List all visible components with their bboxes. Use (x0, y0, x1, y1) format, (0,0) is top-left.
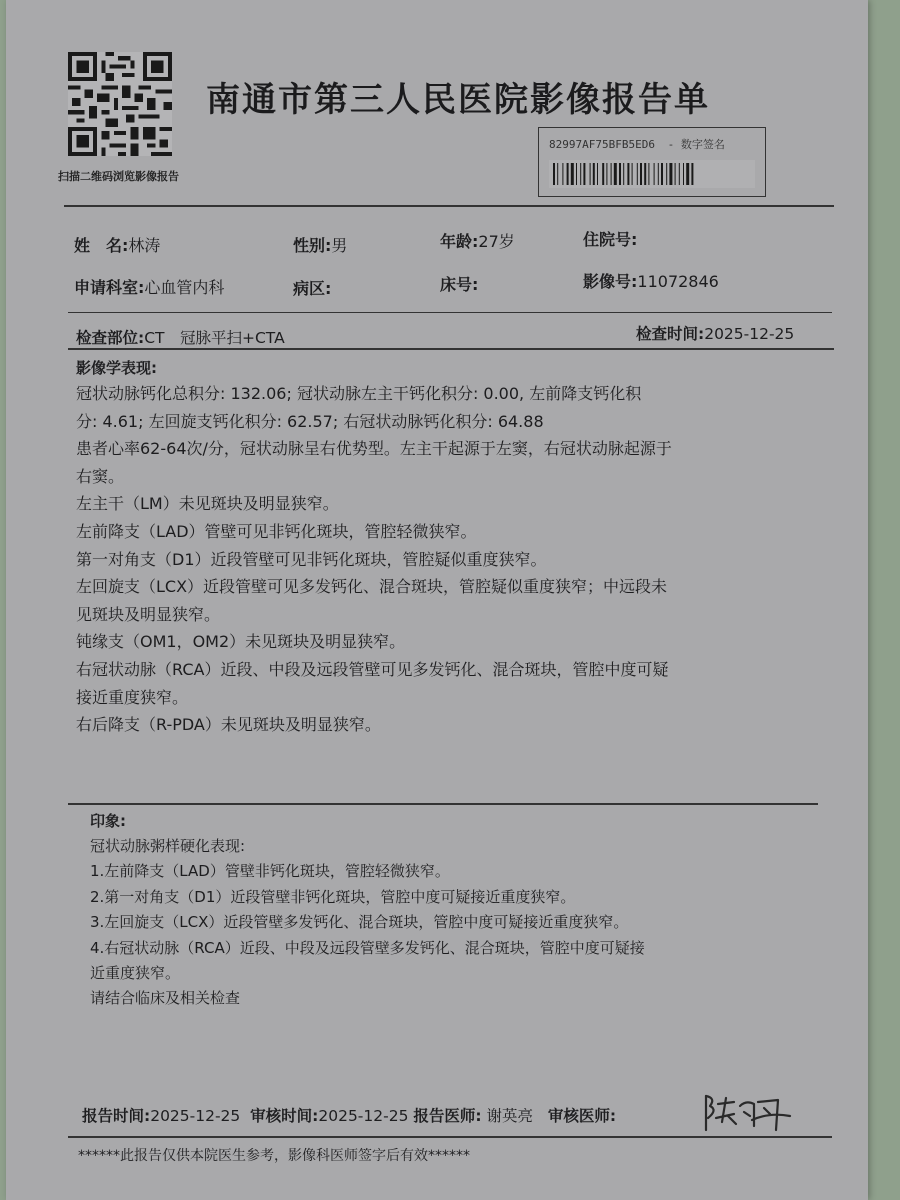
footer-row: 报告时间:2025-12-25 审核时间:2025-12-25 报告医师: 谢英亮 审核医师: (82, 1107, 617, 1125)
findings-line: 左主干（LM）未见斑块及明显狭窄。 (76, 494, 339, 514)
exam-time-value: 2025-12-25 (704, 325, 795, 343)
exam-site-field: 检查部位:CT 冠脉平扫+CTA (76, 329, 285, 347)
findings-line: 左回旋支（LCX）近段管壁可见多发钙化、混合斑块，管腔疑似重度狭窄；中远段未 (76, 577, 668, 597)
image-no-value: 11072846 (637, 272, 719, 291)
impression-line: 近重度狭窄。 (90, 964, 181, 983)
qr-code[interactable] (68, 52, 172, 156)
findings-line: 见斑块及明显狭窄。 (76, 604, 221, 624)
exam-time-field: 检查时间:2025-12-25 (636, 325, 795, 343)
signature-label: 数字签名 (680, 138, 725, 151)
ward-field: 病区: (293, 279, 332, 298)
impression-line: 4.右冠状动脉（RCA）近段、中段及远段管壁多发钙化、混合斑块，管腔中度可疑接 (90, 938, 645, 957)
impression-title: 印象: (90, 812, 126, 830)
signature-code: 82997AF75BFB5ED6 (549, 138, 655, 151)
review-time-value: 2025-12-25 (318, 1107, 409, 1125)
exam-site-value: CT 冠脉平扫+CTA (144, 329, 285, 347)
findings-line: 接近重度狭窄。 (76, 687, 189, 707)
exam-divider (68, 348, 834, 350)
signature-barcode (549, 160, 755, 188)
findings-title: 影像学表现: (76, 359, 157, 377)
signature-dash: - (667, 138, 675, 151)
patient-divider (68, 312, 832, 313)
patient-name-field: 姓 名:林涛 (74, 236, 161, 255)
impression-line: 冠状动脉粥样硬化表现: (90, 837, 246, 855)
impression-line: 1.左前降支（LAD）管壁非钙化斑块，管腔轻微狭窄。 (90, 862, 450, 881)
patient-name: 林涛 (128, 236, 161, 255)
findings-divider (68, 803, 818, 805)
dept-field: 申请科室:心血管内科 (74, 278, 225, 297)
report-paper (6, 0, 868, 1200)
findings-line: 右窦。 (76, 466, 125, 486)
findings-line: 右后降支（R-PDA）未见斑块及明显狭窄。 (76, 715, 381, 735)
inpatient-no-field: 住院号: (583, 230, 638, 249)
age-value: 27岁 (478, 232, 515, 251)
impression-line: 请结合临床及相关检查 (90, 989, 241, 1008)
findings-line: 钝缘支（OM1，OM2）未见斑块及明显狭窄。 (76, 632, 406, 652)
report-title: 南通市第三人民医院影像报告单 (206, 80, 710, 120)
findings-line: 右冠状动脉（RCA）近段、中段及远段管壁可见多发钙化、混合斑块，管腔中度可疑 (76, 659, 669, 679)
findings-line: 左前降支（LAD）管壁可见非钙化斑块，管腔轻微狭窄。 (76, 521, 477, 541)
findings-line: 冠状动脉钙化总积分: 132.06; 冠状动脉左主干钙化积分: 0.00, 左前降支钙化积 (76, 384, 642, 403)
impression-line: 2.第一对角支（D1）近段管壁非钙化斑块，管腔中度可疑接近重度狭窄。 (90, 887, 576, 906)
age-field: 年龄:27岁 (440, 232, 515, 251)
findings-body (76, 380, 672, 739)
reporter-name: 谢英亮 (486, 1107, 534, 1125)
findings-line: 分: 4.61; 左回旋支钙化积分: 62.57; 右冠状动脉钙化积分: 64.88 (76, 411, 544, 431)
reviewer-signature (700, 1090, 796, 1134)
gender-value: 男 (331, 236, 348, 255)
findings-line: 患者心率62-64次/分，冠状动脉呈右优势型。左主干起源于左窦，右冠状动脉起源于 (76, 439, 672, 459)
gender-field: 性别:男 (293, 236, 348, 255)
disclaimer: ******此报告仅供本院医生参考，影像科医师签字后有效****** (78, 1148, 470, 1164)
impression-body (90, 834, 645, 1012)
header-divider (64, 205, 834, 207)
bed-field: 床号: (440, 275, 479, 294)
report-time-value: 2025-12-25 (150, 1107, 241, 1125)
qr-caption: 扫描二维码浏览影像报告 (58, 170, 179, 183)
image-no-field: 影像号:11072846 (583, 272, 719, 291)
footer-divider (68, 1136, 832, 1138)
findings-line: 第一对角支（D1）近段管壁可见非钙化斑块，管腔疑似重度狭窄。 (76, 549, 547, 569)
digital-signature-box (538, 127, 766, 197)
dept-value: 心血管内科 (144, 278, 225, 297)
impression-line: 3.左回旋支（LCX）近段管壁多发钙化、混合斑块，管腔中度可疑接近重度狭窄。 (90, 913, 629, 932)
